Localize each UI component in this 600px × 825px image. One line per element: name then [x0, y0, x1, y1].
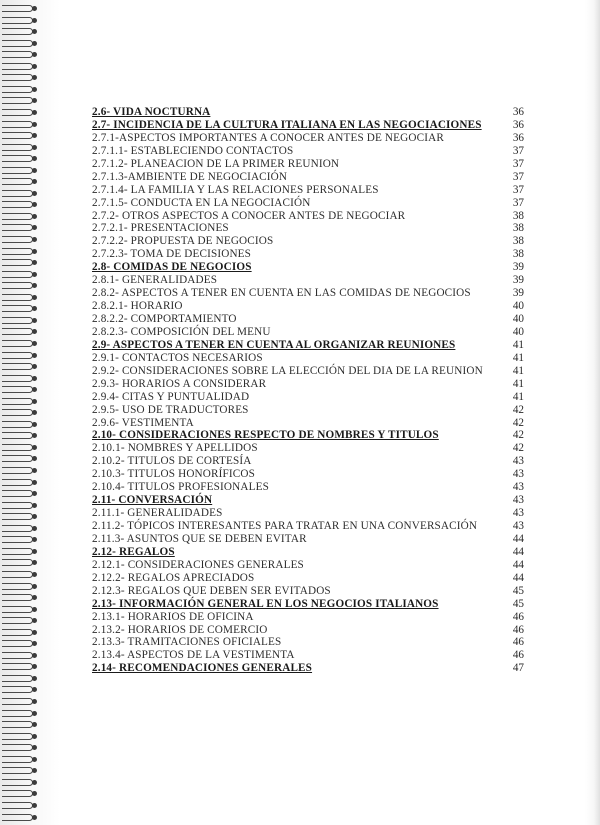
binding-coil [2, 200, 42, 209]
binding-coil [2, 778, 42, 787]
toc-entry-title: 2.8.2.3- COMPOSICIÓN DEL MENU [92, 325, 271, 338]
toc-entry-title: 2.10.3- TITULOS HONORÍFICOS [92, 468, 255, 481]
toc-entry-title: 2.8.1- GENERALIDADES [92, 274, 218, 287]
toc-section-heading [92, 261, 524, 274]
toc-subsection-item [92, 507, 524, 520]
binding-coil [2, 524, 42, 533]
toc-subsection-item [92, 300, 524, 313]
binding-coil [2, 651, 42, 660]
toc-entry-title: 2.11.1- GENERALIDADES [92, 507, 223, 520]
toc-section-heading [92, 494, 524, 507]
toc-entry-title: 2.7.1.5- CONDUCTA EN LA NEGOCIACIÓN [92, 196, 311, 209]
binding-coil [2, 50, 42, 59]
toc-entry-title: 2.13- INFORMACIÓN GENERAL EN LOS NEGOCIOS ITALIANOS [92, 597, 439, 610]
binding-coil [2, 374, 42, 383]
toc-subsection-item [92, 235, 524, 248]
toc-entry-title: 2.10.1- NOMBRES Y APELLIDOS [92, 442, 258, 455]
binding-coil [2, 466, 42, 475]
toc-page-number: 42 [512, 403, 524, 416]
toc-page-number: 37 [512, 144, 524, 157]
binding-coil [2, 120, 42, 129]
binding-coil [2, 247, 42, 256]
toc-subsection-item [92, 132, 524, 145]
toc-page-number: 44 [512, 571, 524, 584]
toc-subsection-item [92, 559, 524, 572]
toc-page-number: 43 [512, 468, 524, 481]
toc-entry-title: 2.7.2.2- PROPUESTA DE NEGOCIOS [92, 235, 274, 248]
toc-section-heading [92, 106, 524, 119]
binding-coil [2, 316, 42, 325]
binding-coil [2, 4, 42, 13]
binding-coil [2, 362, 42, 371]
binding-coil [2, 166, 42, 175]
toc-page-number: 37 [512, 170, 524, 183]
binding-coil [2, 801, 42, 810]
toc-entry-title: 2.8.2.1- HORARIO [92, 300, 183, 313]
toc-entry-title: 2.11.3- ASUNTOS QUE SE DEBEN EVITAR [92, 532, 307, 545]
toc-subsection-item [92, 287, 524, 300]
toc-entry-title: 2.12.1- CONSIDERACIONES GENERALES [92, 558, 304, 571]
binding-coil [2, 547, 42, 556]
toc-page-number: 46 [512, 610, 524, 623]
toc-subsection-item [92, 624, 524, 637]
toc-subsection-item [92, 417, 524, 430]
binding-coil [2, 73, 42, 82]
page-edge-shadow [594, 0, 600, 825]
toc-entry-title: 2.8.2.2- COMPORTAMIENTO [92, 313, 237, 325]
binding-coil [2, 593, 42, 602]
toc-entry-title: 2.7.1.3-AMBIENTE DE NEGOCIACIÓN [92, 170, 288, 183]
toc-page-number: 38 [512, 248, 524, 261]
binding-coil [2, 720, 42, 729]
toc-entry-title: 2.13.2- HORARIOS DE COMERCIO [92, 623, 268, 636]
toc-page-number: 39 [512, 274, 524, 287]
toc-entry-title: 2.7.1.1- ESTABLECIENDO CONTACTOS [92, 144, 294, 157]
table-of-contents [92, 106, 524, 675]
toc-page-number: 45 [512, 597, 524, 610]
binding-coil [2, 108, 42, 117]
toc-entry-title: 2.7.1-ASPECTOS IMPORTANTES A CONOCER ANTES DE NEGOCIAR [92, 131, 444, 144]
toc-subsection-item [92, 145, 524, 158]
toc-subsection-item [92, 455, 524, 468]
toc-section-heading [92, 546, 524, 559]
binding-coil [2, 258, 42, 267]
toc-page-number: 41 [512, 338, 524, 351]
toc-subsection-item [92, 184, 524, 197]
toc-page-number: 46 [512, 623, 524, 636]
toc-page-number: 39 [512, 287, 524, 300]
toc-page-number: 44 [512, 558, 524, 571]
binding-coil [2, 535, 42, 544]
toc-page-number: 43 [512, 507, 524, 520]
toc-page-number: 36 [512, 118, 524, 131]
toc-page-number: 41 [512, 377, 524, 390]
binding-coil [2, 489, 42, 498]
toc-subsection-item [92, 248, 524, 261]
binding-coil [2, 154, 42, 163]
toc-entry-title: 2.7.2- OTROS ASPECTOS A CONOCER ANTES DE NEGOCIAR [92, 209, 406, 222]
binding-coil [2, 443, 42, 452]
binding-coil [2, 177, 42, 186]
binding-coil [2, 27, 42, 36]
toc-page-number: 45 [512, 584, 524, 597]
toc-page-number: 37 [512, 196, 524, 209]
binding-coil [2, 235, 42, 244]
toc-subsection-item [92, 352, 524, 365]
binding-coil [2, 431, 42, 440]
toc-subsection-item [92, 442, 524, 455]
toc-entry-title: 2.9.4- CITAS Y PUNTUALIDAD [92, 390, 250, 403]
toc-section-heading [92, 662, 524, 675]
binding-coil [2, 39, 42, 48]
binding-coil [2, 16, 42, 25]
toc-entry-title: 2.9.2- CONSIDERACIONES SOBRE LA ELECCIÓN DEL DIA DE LA REUNION [92, 364, 483, 377]
toc-page-number: 37 [512, 183, 524, 196]
toc-page-number: 38 [512, 222, 524, 235]
toc-entry-title: 2.12.3- REGALOS QUE DEBEN SER EVITADOS [92, 584, 331, 597]
toc-page-number: 44 [512, 545, 524, 558]
toc-entry-title: 2.7.1.4- LA FAMILIA Y LAS RELACIONES PERSONALES [92, 183, 379, 196]
binding-coil [2, 570, 42, 579]
toc-page-number: 38 [512, 209, 524, 222]
binding-coil [2, 755, 42, 764]
binding-coil [2, 327, 42, 336]
toc-subsection-item [92, 481, 524, 494]
toc-entry-title: 2.7.2.1- PRESENTACIONES [92, 222, 229, 235]
toc-subsection-item [92, 611, 524, 624]
toc-entry-title: 2.9.6- VESTIMENTA [92, 416, 194, 429]
binding-coil [2, 293, 42, 302]
binding-coil [2, 743, 42, 752]
toc-entry-title: 2.14- RECOMENDACIONES GENERALES [92, 662, 313, 675]
toc-page-number: 36 [512, 106, 524, 118]
binding-coil [2, 397, 42, 406]
toc-page-number: 41 [512, 390, 524, 403]
toc-entry-title: 2.6- VIDA NOCTURNA [92, 106, 211, 118]
binding-coil [2, 628, 42, 637]
toc-subsection-item [92, 274, 524, 287]
toc-subsection-item [92, 365, 524, 378]
toc-page-number: 42 [512, 429, 524, 442]
toc-page-number: 47 [512, 662, 524, 675]
binding-coil [2, 709, 42, 718]
binding-coil [2, 639, 42, 648]
toc-entry-title: 2.13.3- TRAMITACIONES OFICIALES [92, 636, 282, 649]
toc-entry-title: 2.10.2- TITULOS DE CORTESÍA [92, 455, 252, 468]
toc-entry-title: 2.8- COMIDAS DE NEGOCIOS [92, 261, 252, 274]
toc-page-number: 41 [512, 351, 524, 364]
toc-entry-title: 2.9.1- CONTACTOS NECESARIOS [92, 351, 263, 364]
binding-coil [2, 62, 42, 71]
binding-coil [2, 189, 42, 198]
binding-coil [2, 408, 42, 417]
binding-coil [2, 420, 42, 429]
toc-page-number: 43 [512, 520, 524, 532]
toc-page-number: 40 [512, 325, 524, 338]
toc-page-number: 38 [512, 235, 524, 248]
binding-coil [2, 512, 42, 521]
binding-coil [2, 270, 42, 279]
toc-entry-title: 2.13.1- HORARIOS DE OFICINA [92, 610, 254, 623]
binding-coil [2, 789, 42, 798]
toc-subsection-item [92, 210, 524, 223]
binding-coil [2, 143, 42, 152]
binding-coil [2, 212, 42, 221]
toc-page-number: 40 [512, 313, 524, 325]
binding-coil [2, 582, 42, 591]
toc-entry-title: 2.12- REGALOS [92, 545, 175, 558]
binding-coil [2, 697, 42, 706]
toc-entry-title: 2.7.1.2- PLANEACION DE LA PRIMER REUNION [92, 157, 340, 170]
binding-coil [2, 131, 42, 140]
toc-entry-title: 2.9.3- HORARIOS A CONSIDERAR [92, 377, 267, 390]
toc-subsection-item [92, 391, 524, 404]
toc-subsection-item [92, 636, 524, 649]
binding-coil [2, 558, 42, 567]
toc-subsection-item [92, 404, 524, 417]
toc-page-number: 39 [512, 261, 524, 274]
toc-section-heading [92, 429, 524, 442]
toc-entry-title: 2.10.4- TITULOS PROFESIONALES [92, 481, 269, 494]
toc-subsection-item [92, 313, 524, 326]
toc-page-number: 43 [512, 481, 524, 494]
binding-coil [2, 385, 42, 394]
toc-subsection-item [92, 158, 524, 171]
binding-coil [2, 478, 42, 487]
toc-section-heading [92, 339, 524, 352]
toc-subsection-item [92, 326, 524, 339]
toc-subsection-item [92, 572, 524, 585]
toc-subsection-item [92, 378, 524, 391]
toc-subsection-item [92, 222, 524, 235]
toc-page-number: 43 [512, 494, 524, 507]
binding-coil [2, 339, 42, 348]
toc-entry-title: 2.8.2- ASPECTOS A TENER EN CUENTA EN LAS COMIDAS DE NEGOCIOS [92, 287, 471, 300]
toc-entry-title: 2.10- CONSIDERACIONES RESPECTO DE NOMBRES Y TITULOS [92, 429, 439, 442]
binding-coil [2, 85, 42, 94]
toc-page-number: 40 [512, 300, 524, 313]
binding-coil [2, 616, 42, 625]
toc-subsection-item [92, 649, 524, 662]
toc-subsection-item [92, 468, 524, 481]
toc-page-number: 42 [512, 416, 524, 429]
binding-coil [2, 304, 42, 313]
toc-entry-title: 2.9- ASPECTOS A TENER EN CUENTA AL ORGANIZAR REUNIONES [92, 338, 456, 351]
toc-page-number: 46 [512, 636, 524, 649]
binding-coil [2, 281, 42, 290]
binding-coil [2, 766, 42, 775]
toc-page-number: 46 [512, 649, 524, 662]
toc-page-number: 44 [512, 532, 524, 545]
toc-page-number: 41 [512, 364, 524, 377]
toc-entry-title: 2.7- INCIDENCIA DE LA CULTURA ITALIANA EN LAS NEGOCIACIONES [92, 118, 482, 131]
toc-page-number: 43 [512, 455, 524, 468]
toc-entry-title: 2.7.2.3- TOMA DE DECISIONES [92, 248, 252, 261]
toc-entry-title: 2.13.4- ASPECTOS DE LA VESTIMENTA [92, 649, 295, 662]
binding-coil [2, 674, 42, 683]
toc-entry-title: 2.9.5- USO DE TRADUCTORES [92, 403, 249, 416]
toc-section-heading [92, 598, 524, 611]
toc-page-number: 37 [512, 157, 524, 170]
binding-coil [2, 662, 42, 671]
toc-page-number: 36 [512, 131, 524, 144]
binding-coil [2, 501, 42, 510]
toc-subsection-item [92, 533, 524, 546]
toc-page-number: 42 [512, 442, 524, 455]
toc-entry-title: 2.11- CONVERSACIÓN [92, 494, 213, 507]
binding-coil [2, 732, 42, 741]
spiral-binding [0, 4, 48, 825]
binding-coil [2, 813, 42, 822]
binding-coil [2, 351, 42, 360]
toc-subsection-item [92, 520, 524, 533]
toc-subsection-item [92, 585, 524, 598]
binding-coil [2, 454, 42, 463]
binding-coil [2, 605, 42, 614]
toc-section-heading [92, 119, 524, 132]
binding-coil [2, 223, 42, 232]
binding-coil [2, 685, 42, 694]
toc-entry-title: 2.11.2- TÓPICOS INTERESANTES PARA TRATAR EN UNA CONVERSACIÓN [92, 520, 478, 532]
toc-subsection-item [92, 171, 524, 184]
toc-subsection-item [92, 197, 524, 210]
toc-entry-title: 2.12.2- REGALOS APRECIADOS [92, 571, 255, 584]
binding-coil [2, 96, 42, 105]
